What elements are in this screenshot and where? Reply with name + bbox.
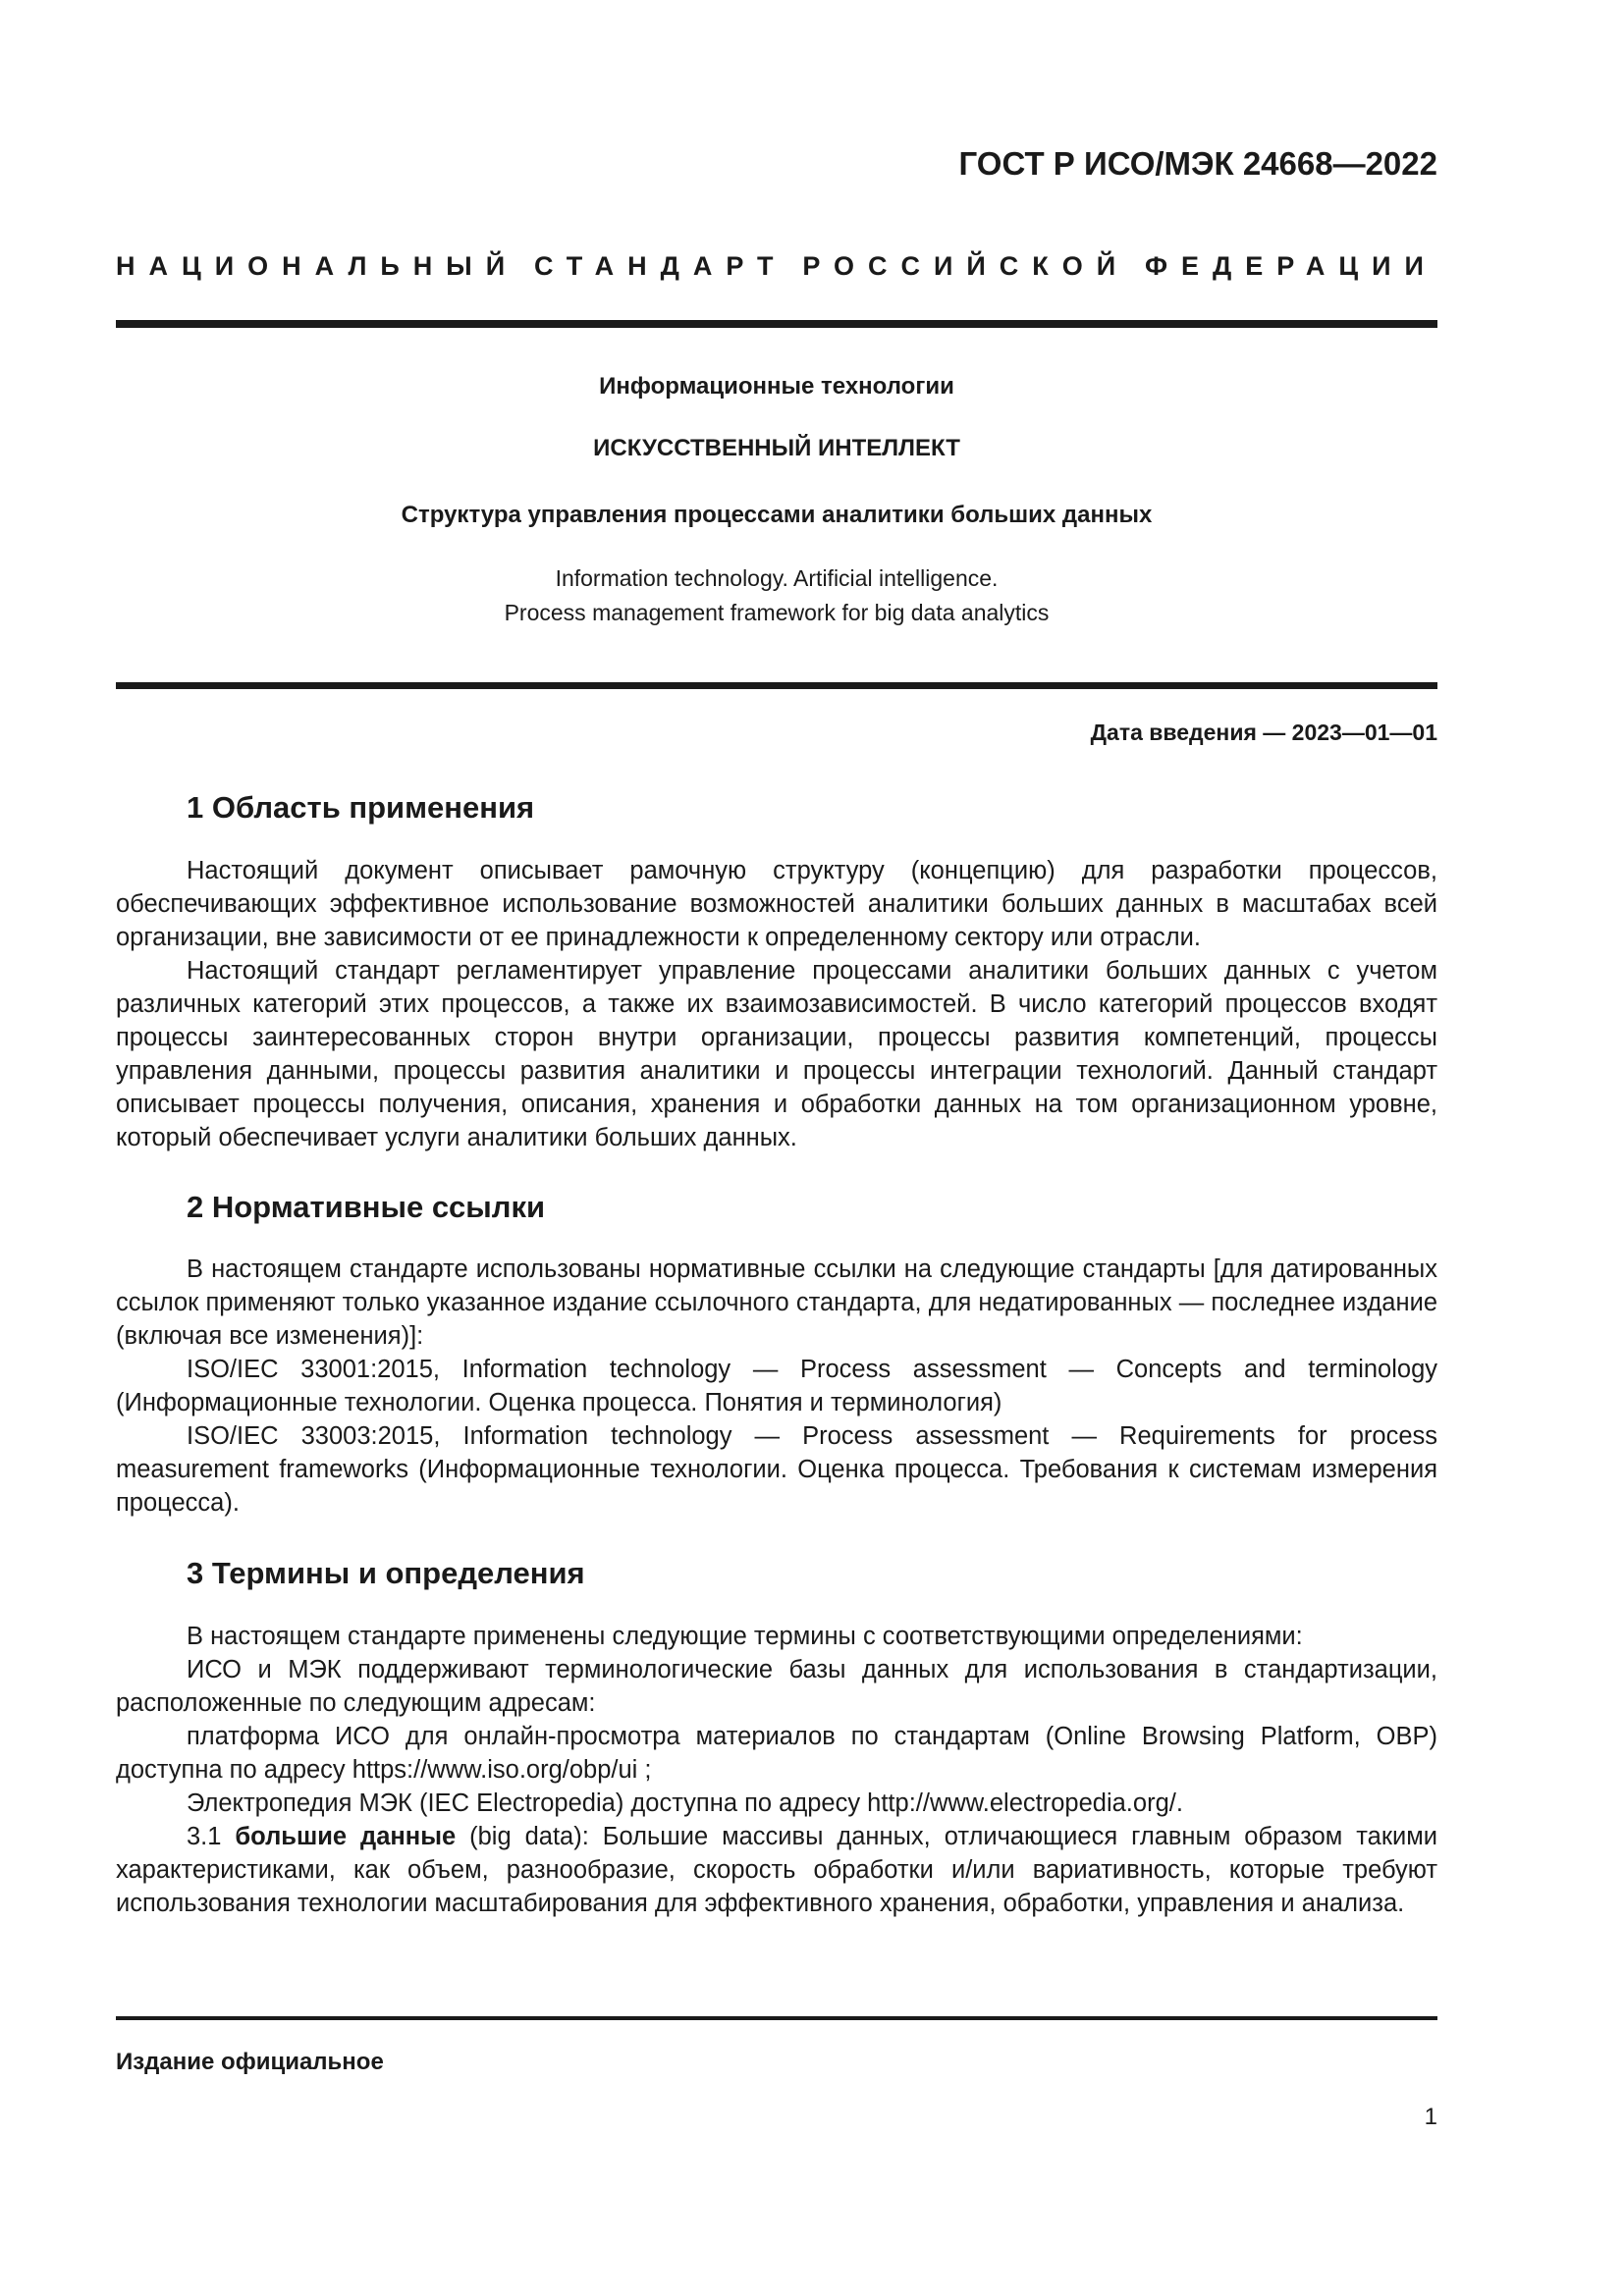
- section-2-heading: 2 Нормативные ссылки: [187, 1190, 546, 1224]
- section-1-body: [116, 854, 1437, 1154]
- paragraph: платформа ИСО для онлайн-просмотра материалов по стандартам (Online Browsing Platform, OBP) доступна по адресу https://www.iso.org/obp/ui ;: [116, 1723, 1437, 1784]
- english-title-line-2: Process management framework for big data analytics: [504, 600, 1050, 625]
- banner-word: ФЕДЕРАЦИИ: [1145, 251, 1437, 281]
- section-3-body: [116, 1620, 1437, 1920]
- section-3-heading-block: [116, 1554, 1437, 1593]
- introduction-date: Дата введения — 2023—01—01: [1090, 720, 1437, 745]
- term-text: (big data): Большие массивы данных, отличающиеся главным образом такими характеристиками, как объем, разнообразие, скорость обработки и/или вариативность, которые требуют использования технологии масштабирования для эффективного хранения, обработки, управления и анализа.: [116, 1823, 1437, 1917]
- term-definition: [116, 1820, 1437, 1920]
- paragraph: В настоящем стандарте применены следующие термины с соответствующими определениями:: [187, 1623, 1303, 1650]
- section-2-body: [116, 1253, 1437, 1520]
- title-line-2: ИСКУССТВЕННЫЙ ИНТЕЛЛЕКТ: [593, 435, 960, 461]
- english-title-line-1: Information technology. Artificial intelligence.: [555, 565, 999, 591]
- section-1-heading-block: [116, 788, 1437, 828]
- paragraph: ISO/IEC 33001:2015, Information technology — Process assessment — Concepts and terminology (Информационные технологии. Оценка процесса. Понятия и терминология): [116, 1356, 1437, 1416]
- official-edition-label: Издание официальное: [116, 2049, 384, 2075]
- paragraph: ISO/IEC 33003:2015, Information technology — Process assessment — Requirements for process measurement frameworks (Информационные технологии. Оценка процесса. Требования к системам измерения процесса).: [116, 1422, 1437, 1517]
- paragraph: В настоящем стандарте использованы нормативные ссылки на следующие стандарты [для датированных ссылок применяют только указанное издание ссылочного стандарта, для недатированных — последнее издание (включая все изменения)]:: [116, 1255, 1437, 1350]
- paragraph: Настоящий стандарт регламентирует управление процессами аналитики больших данных с учетом различных категорий этих процессов, а также их взаимозависимостей. В число категорий процессов входят процессы заинтересованных сторон внутри организации, процессы развития компетенций, процессы управления данными, процессы развития аналитики и процессы интеграции технологий. Данный стандарт описывает процессы получения, описания, хранения и обработки данных на том организационном уровне, который обеспечивает услуги аналитики больших данных.: [116, 957, 1437, 1151]
- banner-word: СТАНДАРТ: [533, 251, 787, 281]
- english-title: [116, 561, 1437, 630]
- banner-word: НАЦИОНАЛЬНЫЙ: [116, 251, 519, 281]
- bottom-divider: [116, 2016, 1437, 2020]
- title-line-1: Информационные технологии: [599, 373, 954, 400]
- term-number: 3.1: [187, 1823, 236, 1850]
- paragraph: Электропедия МЭК (IEC Electropedia) доступна по адресу http://www.electropedia.org/.: [187, 1789, 1183, 1817]
- section-3-heading: 3 Термины и определения: [187, 1556, 585, 1590]
- paragraph: Настоящий документ описывает рамочную структуру (концепцию) для разработки процессов, обеспечивающих эффективное использование возможностей аналитики больших данных в масштабах всей организации, вне зависимости от ее принадлежности к определенному сектору или отрасли.: [116, 857, 1437, 951]
- section-1-heading: 1 Область применения: [187, 790, 535, 825]
- national-standard-banner: [116, 251, 1437, 282]
- title-line-3: Структура управления процессами аналитики больших данных: [401, 502, 1153, 528]
- banner-word: РОССИЙСКОЙ: [802, 251, 1130, 281]
- section-2-heading-block: [116, 1188, 1437, 1227]
- document-code: ГОСТ Р ИСО/МЭК 24668—2022: [958, 145, 1437, 182]
- top-divider: [116, 320, 1437, 328]
- paragraph: ИСО и МЭК поддерживают терминологические базы данных для использования в стандартизации, расположенные по следующим адресам:: [116, 1656, 1437, 1717]
- middle-divider: [116, 682, 1437, 689]
- term-name: большие данные: [235, 1823, 457, 1850]
- page-number: 1: [1424, 2104, 1437, 2130]
